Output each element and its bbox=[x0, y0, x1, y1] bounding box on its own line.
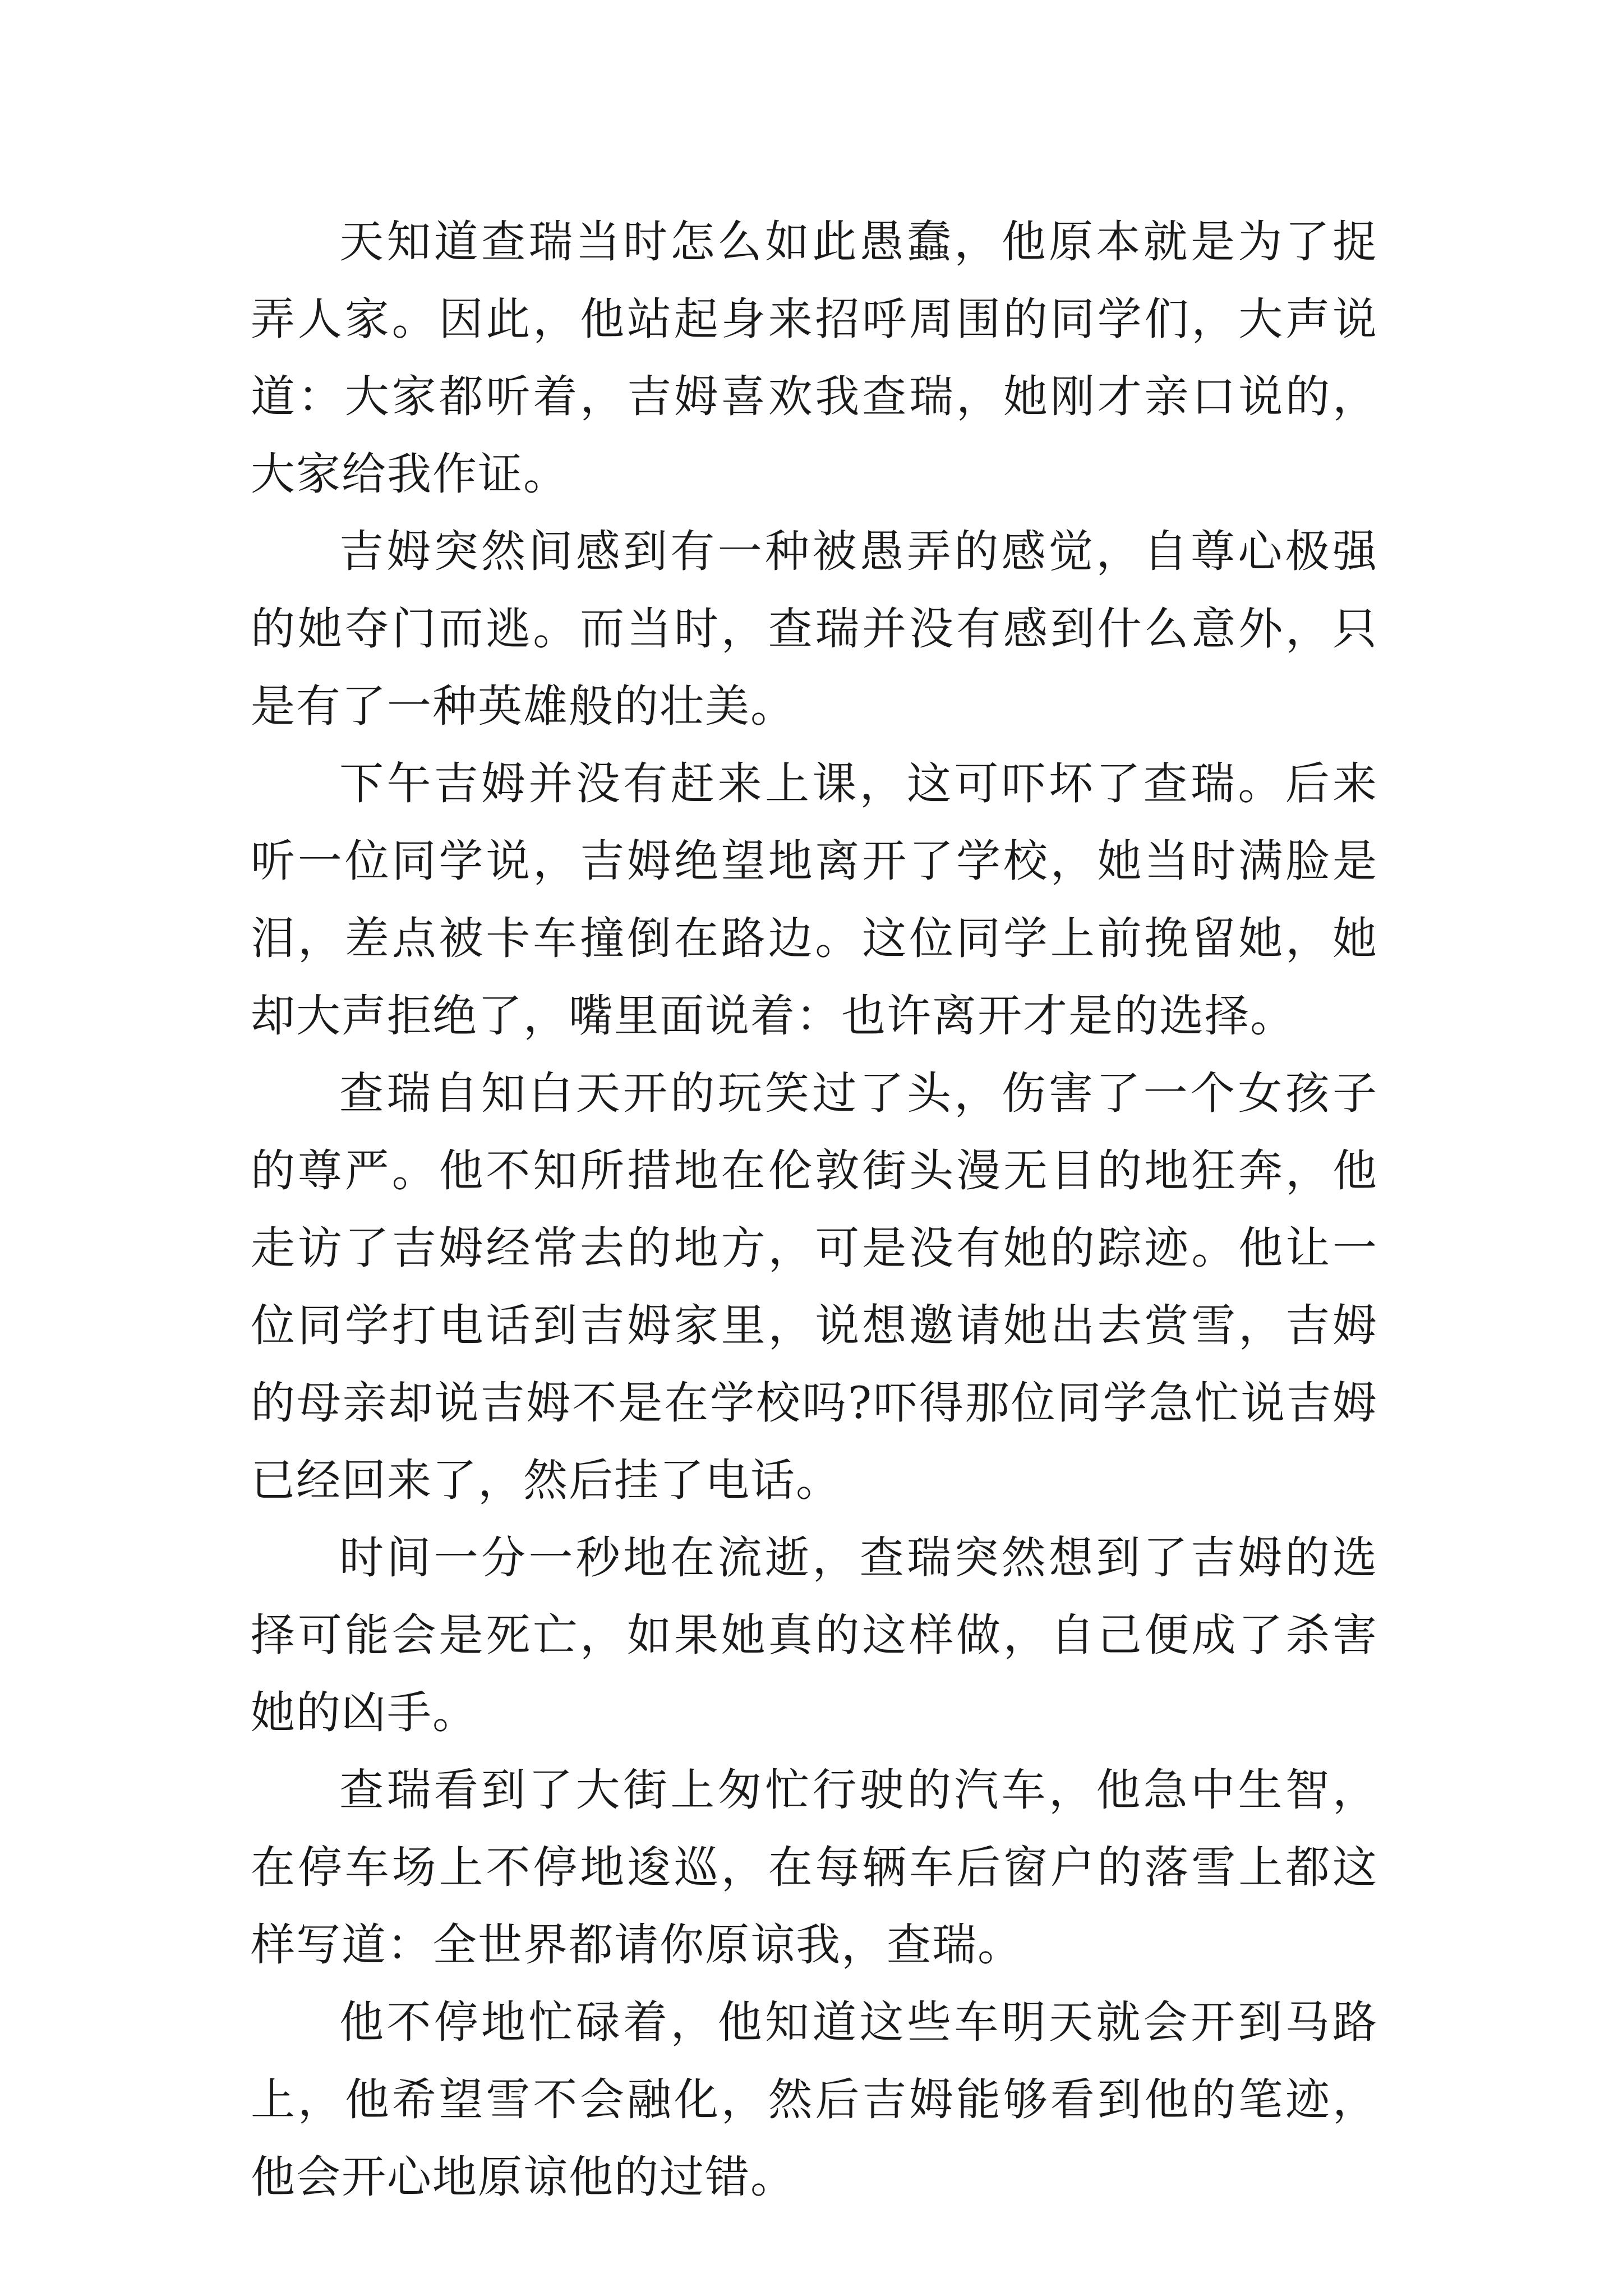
paragraph-5: 时间一分一秒地在流逝，查瑞突然想到了吉姆的选择可能会是死亡，如果她真的这样做，自己便成了杀害她的凶手。 bbox=[251, 1532, 1378, 1738]
paragraph-2: 吉姆突然间感到有一种被愚弄的感觉，自尊心极强的她夺门而逃。而当时，查瑞并没有感到什么意外，只是有了一种英雄般的壮美。 bbox=[251, 526, 1378, 732]
paragraph-6: 查瑞看到了大街上匆忙行驶的汽车，他急中生智，在停车场上不停地逡巡，在每辆车后窗户的落雪上都这样写道：全世界都请你原谅我，查瑞。 bbox=[251, 1764, 1378, 1971]
paragraph-1: 天知道查瑞当时怎么如此愚蠢，他原本就是为了捉弄人家。因此，他站起身来招呼周围的同学们，大声说道：大家都听着，吉姆喜欢我查瑞，她刚才亲口说的，大家给我作证。 bbox=[251, 216, 1378, 500]
paragraph-4: 查瑞自知白天开的玩笑过了头，伤害了一个女孩子的尊严。他不知所措地在伦敦街头漫无目的地狂奔，他走访了吉姆经常去的地方，可是没有她的踪迹。他让一位同学打电话到吉姆家里，说想邀请她出去赏雪，吉姆的母亲却说吉姆不是在学校吗?吓得那位同学急忙说吉姆已经回来了，然后挂了电话。 bbox=[251, 1068, 1378, 1506]
paragraph-3: 下午吉姆并没有赶来上课，这可吓坏了查瑞。后来听一位同学说，吉姆绝望地离开了学校，她当时满脸是泪，差点被卡车撞倒在路边。这位同学上前挽留她，她却大声拒绝了，嘴里面说着：也许离开才是的选择。 bbox=[251, 758, 1378, 1042]
paragraph-7: 他不停地忙碌着，他知道这些车明天就会开到马路上，他希望雪不会融化，然后吉姆能够看到他的笔迹，他会开心地原谅他的过错。 bbox=[251, 1996, 1378, 2203]
document-body bbox=[251, 203, 1378, 2216]
